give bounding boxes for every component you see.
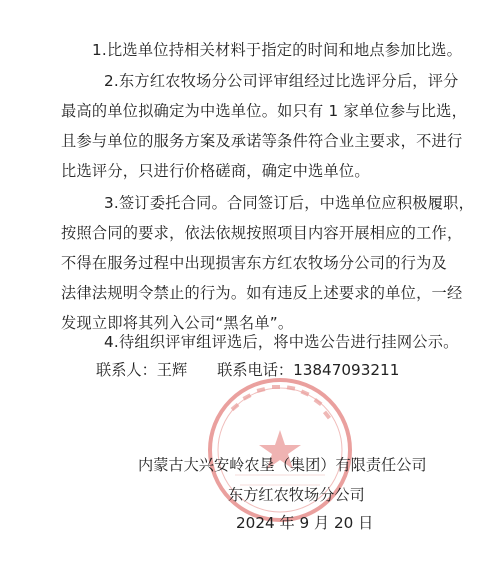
paragraph-3-line-4: 法律法规明令禁止的行为。如有违反上述要求的单位，一经	[61, 284, 463, 302]
paragraph-2-line-3: 且参与单位的服务方案及承诺等条件符合业主要求，不进行	[61, 132, 463, 150]
paragraph-3-line-2: 按照合同的要求，依法依规按照项目内容开展相应的工作，	[61, 224, 463, 242]
signature-date: 2024 年 9 月 20 日	[236, 514, 374, 532]
contact-phone: 联系电话：13847093211	[217, 361, 400, 379]
paragraph-4-line-1: 4.待组织评审组评选后，将中选公告进行挂网公示。	[104, 333, 459, 351]
signature-company: 内蒙古大兴安岭农垦（集团）有限责任公司	[138, 456, 427, 474]
contact-person: 联系人：王辉	[96, 361, 188, 379]
paragraph-3-line-3: 不得在服务过程中出现损害东方红农牧场分公司的行为及	[61, 254, 447, 272]
paragraph-3-line-1: 3.签订委托合同。合同签订后，中选单位应积极履职，	[104, 194, 475, 212]
paragraph-3-line-5: 发现立即将其列入公司“黑名单”。	[61, 314, 294, 332]
paragraph-1-line-1: 1.比选单位持相关材料于指定的时间和地点参加比选。	[92, 41, 463, 59]
paragraph-2-line-1: 2.东方红农牧场分公司评审组经过比选评分后，评分	[104, 72, 459, 90]
paragraph-2-line-2: 最高的单位拟确定为中选单位。如只有 1 家单位参与比选，	[61, 102, 468, 120]
paragraph-2-line-4: 比选评分，只进行价格磋商，确定中选单位。	[61, 162, 370, 180]
signature-branch: 东方红农牧场分公司	[228, 486, 365, 504]
